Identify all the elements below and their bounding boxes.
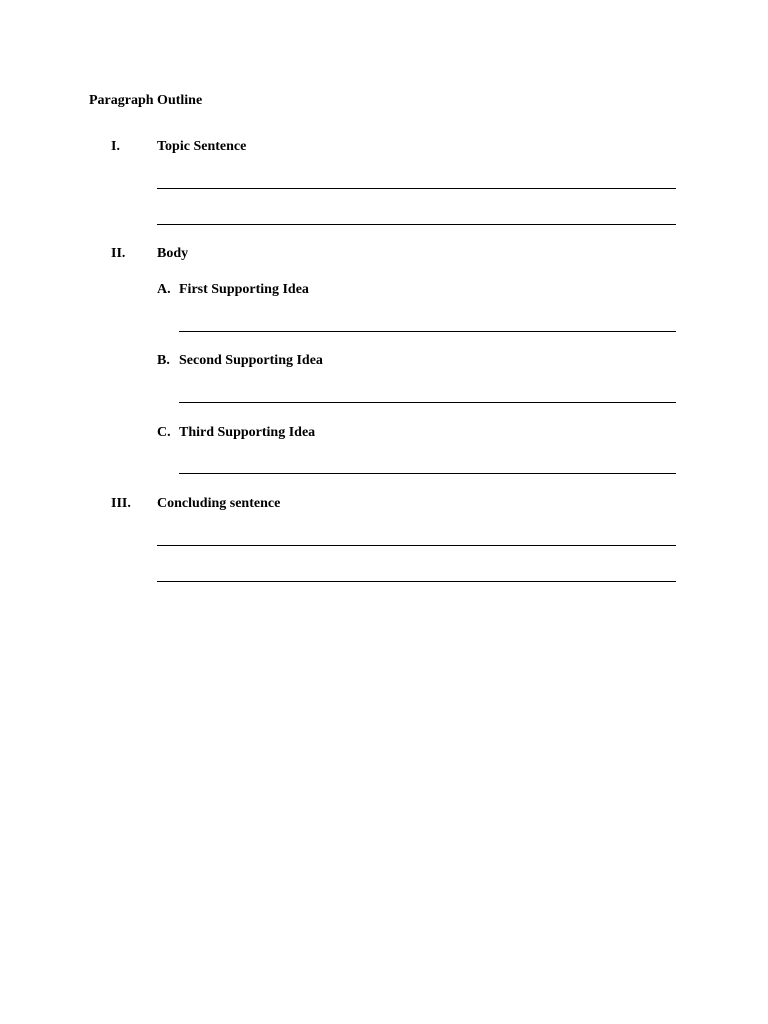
section-numeral-i: I. [111,139,120,154]
subsection-letter-c: C. [157,425,171,440]
section-numeral-iii: III. [111,496,131,511]
subsection-label-first-supporting-idea: First Supporting Idea [179,282,309,297]
concluding-sentence-answer-line-2[interactable] [157,581,676,582]
concluding-sentence-answer-line-1[interactable] [157,545,676,546]
subsection-letter-b: B. [157,353,170,368]
section-numeral-ii: II. [111,246,126,261]
subsection-letter-a: A. [157,282,171,297]
topic-sentence-answer-line-1[interactable] [157,188,676,189]
second-supporting-idea-answer-line[interactable] [179,402,676,403]
page-title: Paragraph Outline [89,93,203,108]
topic-sentence-answer-line-2[interactable] [157,224,676,225]
section-heading-topic-sentence: Topic Sentence [157,139,247,154]
section-heading-concluding-sentence: Concluding sentence [157,496,281,511]
first-supporting-idea-answer-line[interactable] [179,331,676,332]
subsection-label-third-supporting-idea: Third Supporting Idea [179,425,316,440]
section-heading-body: Body [157,246,189,261]
subsection-label-second-supporting-idea: Second Supporting Idea [179,353,323,368]
third-supporting-idea-answer-line[interactable] [179,473,676,474]
